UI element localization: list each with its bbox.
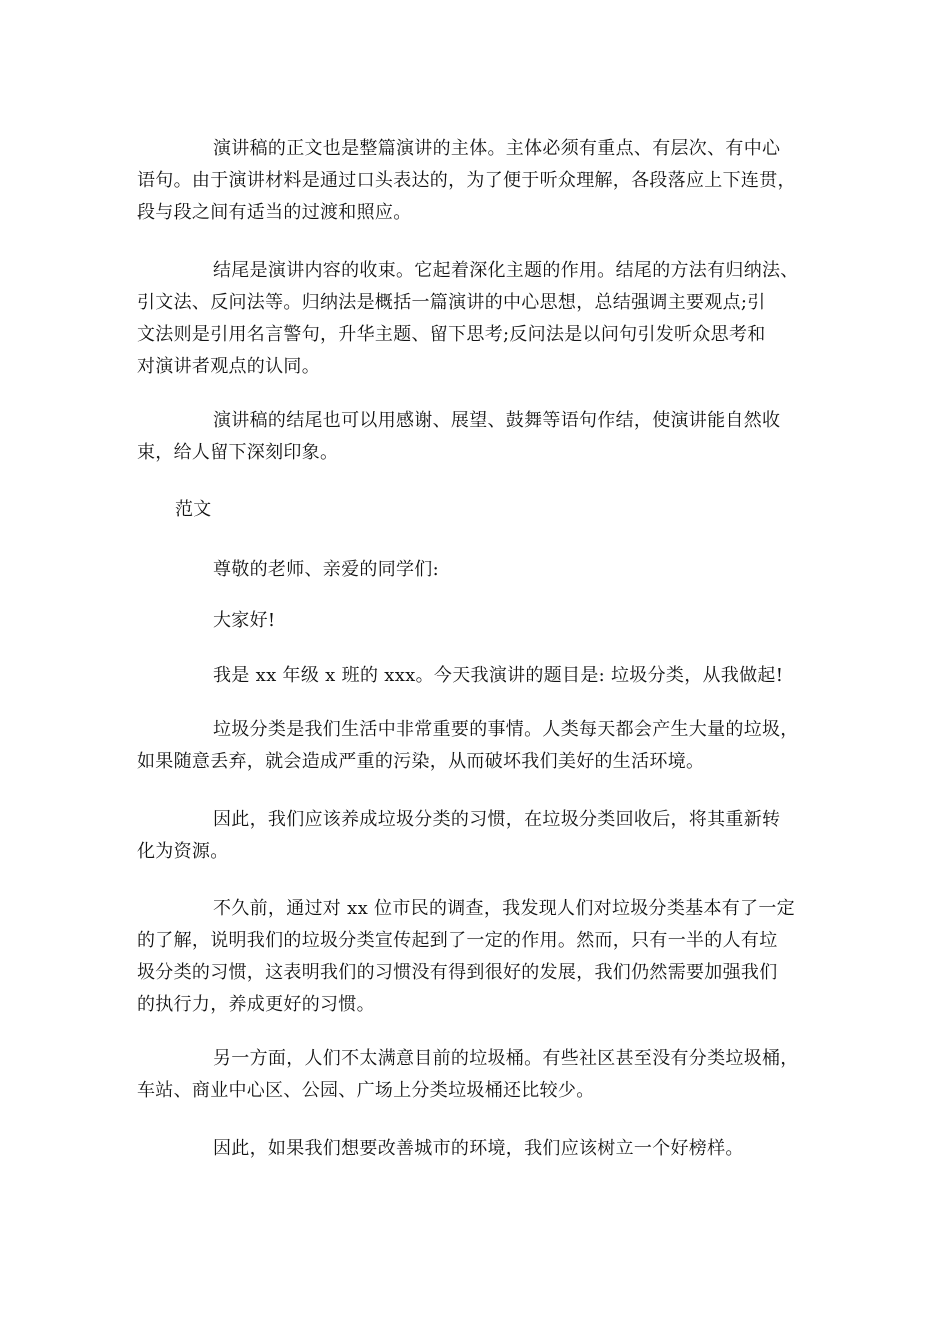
paragraph-speech-title [137, 660, 817, 692]
paragraph-line: 文法则是引用名言警句，升华主题、留下思考;反问法是以问句引发听众思考和 [137, 324, 766, 345]
paragraph-line: 的了解，说明我们的垃圾分类宣传起到了一定的作用。然而，只有一半的人有垃 [137, 930, 778, 951]
paragraph-line: 另一方面，人们不太满意目前的垃圾桶。有些社区甚至没有分类垃圾桶， [213, 1048, 799, 1069]
paragraph-role-model [137, 1133, 817, 1165]
paragraph-bins [137, 1043, 817, 1107]
paragraph-line: 尊敬的老师、亲爱的同学们: [213, 559, 439, 580]
paragraph-line: 因此，我们应该养成垃圾分类的习惯，在垃圾分类回收后，将其重新转 [213, 809, 781, 830]
paragraph-line: 化为资源。 [137, 841, 229, 862]
paragraph-habit [137, 804, 817, 868]
paragraph-line: 演讲稿的结尾也可以用感谢、展望、鼓舞等语句作结，使演讲能自然收 [213, 410, 781, 431]
paragraph-importance [137, 714, 817, 778]
paragraph-line: 大家好! [213, 610, 276, 631]
paragraph-line: 对演讲者观点的认同。 [137, 356, 320, 377]
paragraph-ending-methods [137, 255, 817, 383]
paragraph-body-intro [137, 133, 817, 229]
paragraph-hello [137, 605, 817, 637]
paragraph-line: 语句。由于演讲材料是通过口头表达的，为了便于听众理解，各段落应上下连贯， [137, 170, 796, 191]
paragraph-line: 束，给人留下深刻印象。 [137, 442, 339, 463]
paragraph-line: 段与段之间有适当的过渡和照应。 [137, 202, 412, 223]
sample-heading [137, 494, 817, 526]
paragraph-line: 我是 xx 年级 x 班的 xxx。今天我演讲的题目是: 垃圾分类，从我做起! [213, 665, 784, 686]
paragraph-line: 演讲稿的正文也是整篇演讲的主体。主体必须有重点、有层次、有中心 [213, 138, 781, 159]
paragraph-line: 引文法、反问法等。归纳法是概括一篇演讲的中心思想，总结强调主要观点;引 [137, 292, 766, 313]
paragraph-line: 不久前，通过对 xx 位市民的调查，我发现人们对垃圾分类基本有了一定 [213, 898, 795, 919]
paragraph-line: 的执行力，养成更好的习惯。 [137, 994, 375, 1015]
paragraph-survey [137, 893, 817, 1021]
paragraph-line: 因此，如果我们想要改善城市的环境，我们应该树立一个好榜样。 [213, 1138, 744, 1159]
paragraph-line: 结尾是演讲内容的收束。它起着深化主题的作用。结尾的方法有归纳法、 [213, 260, 799, 281]
paragraph-line: 圾分类的习惯，这表明我们的习惯没有得到很好的发展，我们仍然需要加强我们 [137, 962, 778, 983]
paragraph-line: 垃圾分类是我们生活中非常重要的事情。人类每天都会产生大量的垃圾， [213, 719, 799, 740]
paragraph-line: 车站、商业中心区、公园、广场上分类垃圾桶还比较少。 [137, 1080, 595, 1101]
section-heading: 范文 [175, 499, 212, 520]
paragraph-ending-tone [137, 405, 817, 469]
paragraph-line: 如果随意丢弃，就会造成严重的污染，从而破坏我们美好的生活环境。 [137, 751, 705, 772]
paragraph-greeting [137, 554, 817, 586]
